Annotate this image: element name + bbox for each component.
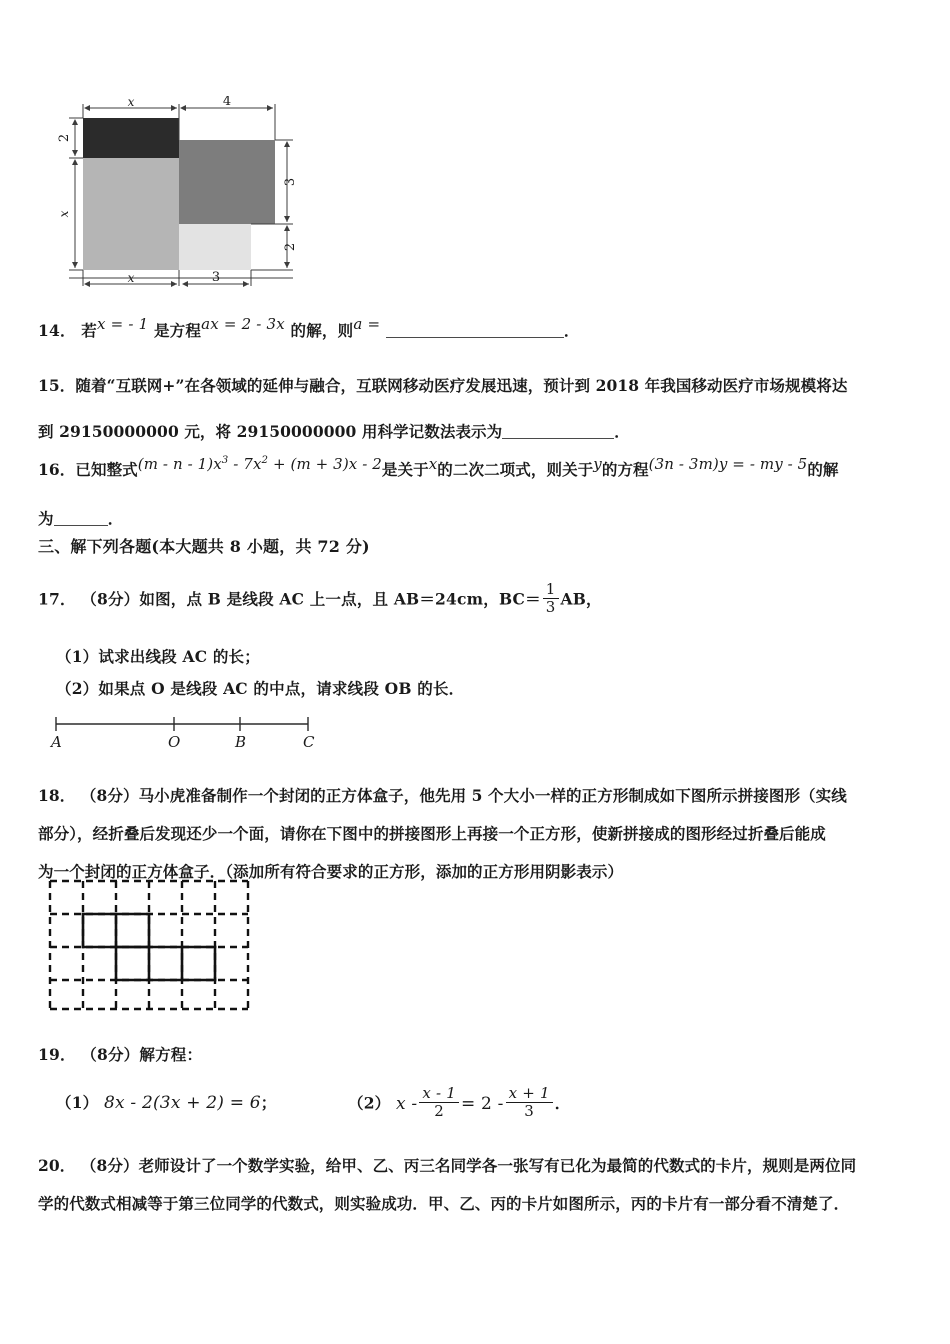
q16-text-4: 的方程 xyxy=(601,460,649,479)
q16-text-2: 是关于 xyxy=(381,460,429,479)
rect-dark xyxy=(83,118,179,158)
q14-number: 14． xyxy=(38,321,76,340)
pentomino-dashed-grid-figure xyxy=(44,878,274,1012)
q20-line-2: 学的代数式相减等于第三位同学的代数式，则实验成功．甲、乙、丙的卡片如图所示，丙的卡片有一部分看不清楚了． xyxy=(38,1194,850,1213)
dim-top-left: x xyxy=(127,96,135,109)
q16-math-3: y xyxy=(593,455,602,473)
q19-part-1-equation: 8x - 2(3x + 2) = 6 xyxy=(104,1093,261,1113)
q19-part-2-label: （2） xyxy=(348,1093,391,1113)
q16-text-3: 的二次二项式，则关于 xyxy=(437,460,594,479)
q17-sub-1: （1）试求出线段 AC 的长； xyxy=(56,647,260,666)
q19-title: 解方程： xyxy=(139,1045,203,1064)
q15-line-1: 随着“互联网+”在各领域的延伸与融合，互联网移动医疗发展迅速，预计到 2018 年我国移动医疗市场规模将达 xyxy=(75,376,848,395)
q19-part-1 xyxy=(56,1086,276,1120)
segment-number-line-figure xyxy=(40,712,340,758)
q16-line-2-tail: ． xyxy=(107,509,124,528)
q20-line-1: 老师设计了一个数学实验，给甲、乙、丙三名同学各一张写有已化为最简的代数式的卡片，规则是两位同 xyxy=(138,1156,857,1175)
q15-line-2: 到 29150000000 元，将 29150000000 用科学记数法表示为 xyxy=(38,422,503,441)
q19-part-1-tail: ； xyxy=(260,1093,277,1112)
q17-fraction-one-third: $\frac{1}{3}$ xyxy=(543,582,559,616)
q14-text-2: 是方程 xyxy=(153,321,202,340)
q16-line-2: 为 xyxy=(38,509,54,528)
rect-mid-gray xyxy=(179,140,275,224)
q14-text-4: ． xyxy=(563,321,580,340)
dim-left-upper: 2 xyxy=(57,133,72,143)
q14-text-1: 若 xyxy=(81,321,97,340)
q17-number: 17． xyxy=(38,589,76,609)
dim-top-right: 4 xyxy=(222,96,232,109)
q19-part-2-tail: ． xyxy=(554,1093,571,1113)
q17-marks: （8分） xyxy=(81,589,140,609)
dim-left-lower: x xyxy=(57,210,71,218)
dim-right-lower: 2 xyxy=(283,242,298,252)
q18-line-3: 为一个封闭的正方体盒子．（添加所有符合要求的正方形，添加的正方形用阴影表示） xyxy=(38,862,624,881)
q16-number: 16． xyxy=(38,460,76,479)
q18-line-2: 部分），经折叠后发现还少一个面，请你在下图中的拼接图形上再接一个正方形，使新拼接成的图形经过折叠后能成 xyxy=(38,824,826,843)
q19-part-2-equation: x - $\frac{x - 1}{2}$ = 2 - $\frac{x + 1}{3}$ xyxy=(396,1094,555,1114)
q20-number: 20． xyxy=(38,1156,76,1175)
q14-math-1: x = - 1 xyxy=(96,315,149,333)
q16-answer-blank[interactable] xyxy=(54,511,108,526)
question-18 xyxy=(38,778,928,890)
q19-marks: （8分） xyxy=(81,1045,140,1064)
q19-fraction-left: $\frac{x - 1}{2}$ xyxy=(419,1086,459,1120)
q16-text-1: 已知整式 xyxy=(75,460,138,479)
q19-part-1-label: （1） xyxy=(56,1093,99,1112)
question-16 xyxy=(38,443,928,488)
q15-answer-blank[interactable] xyxy=(502,424,614,439)
q16-text-5: 的解 xyxy=(807,460,839,479)
dim-right-upper: 3 xyxy=(283,177,298,187)
q16-math-4: (3n - 3m)y = - my - 5 xyxy=(648,455,808,473)
q19-part-2 xyxy=(348,1086,570,1121)
dim-bottom-right: 3 xyxy=(211,270,221,285)
rect-pale-gray xyxy=(179,224,251,270)
section-3-heading: 三、解下列各题(本大题共 8 小题，共 72 分) xyxy=(38,537,370,556)
q15-number: 15． xyxy=(38,376,76,395)
composite-rectangles-figure xyxy=(55,96,315,292)
question-15 xyxy=(38,368,918,450)
q18-marks: （8分） xyxy=(80,786,139,805)
q19-number: 19． xyxy=(38,1045,76,1064)
point-label-o: O xyxy=(168,733,181,751)
q14-math-3: a = xyxy=(353,315,381,333)
q14-math-2: ax = 2 - 3x xyxy=(201,315,285,333)
q17-text-1: 如图，点 B 是线段 AC 上一点，且 AB＝24cm，BC＝ xyxy=(139,589,541,609)
q15-line-2-tail: ． xyxy=(614,422,630,441)
q17-text-2: AB， xyxy=(560,589,602,609)
pentomino-solid-squares xyxy=(83,914,215,980)
point-label-b: B xyxy=(235,733,247,751)
question-17 xyxy=(38,582,602,617)
question-20 xyxy=(38,1148,933,1222)
q18-number: 18． xyxy=(38,786,76,805)
q18-line-1: 马小虎准备制作一个封闭的正方体盒子，他先用 5 个大小一样的正方形制成如下图所示拼接图形（实线 xyxy=(138,786,847,805)
dim-bottom-left: x xyxy=(127,271,135,285)
question-19 xyxy=(38,1038,202,1072)
point-label-c: C xyxy=(303,733,315,751)
question-14 xyxy=(38,307,580,348)
q17-sub-2: （2）如果点 O 是线段 AC 的中点，请求线段 OB 的长． xyxy=(56,679,465,698)
q19-fraction-right: $\frac{x + 1}{3}$ xyxy=(506,1086,553,1120)
rect-light-gray xyxy=(83,158,179,270)
q14-answer-blank[interactable] xyxy=(386,323,564,338)
q20-marks: （8分） xyxy=(80,1156,139,1175)
q14-text-3: 的解，则 xyxy=(290,321,354,340)
q16-math-1: $(m - n - 1)x^3 - 7x^2 + (m + 3)x - 2$ xyxy=(137,455,382,473)
q16-math-2: x xyxy=(428,455,438,473)
point-label-a: A xyxy=(51,733,62,751)
